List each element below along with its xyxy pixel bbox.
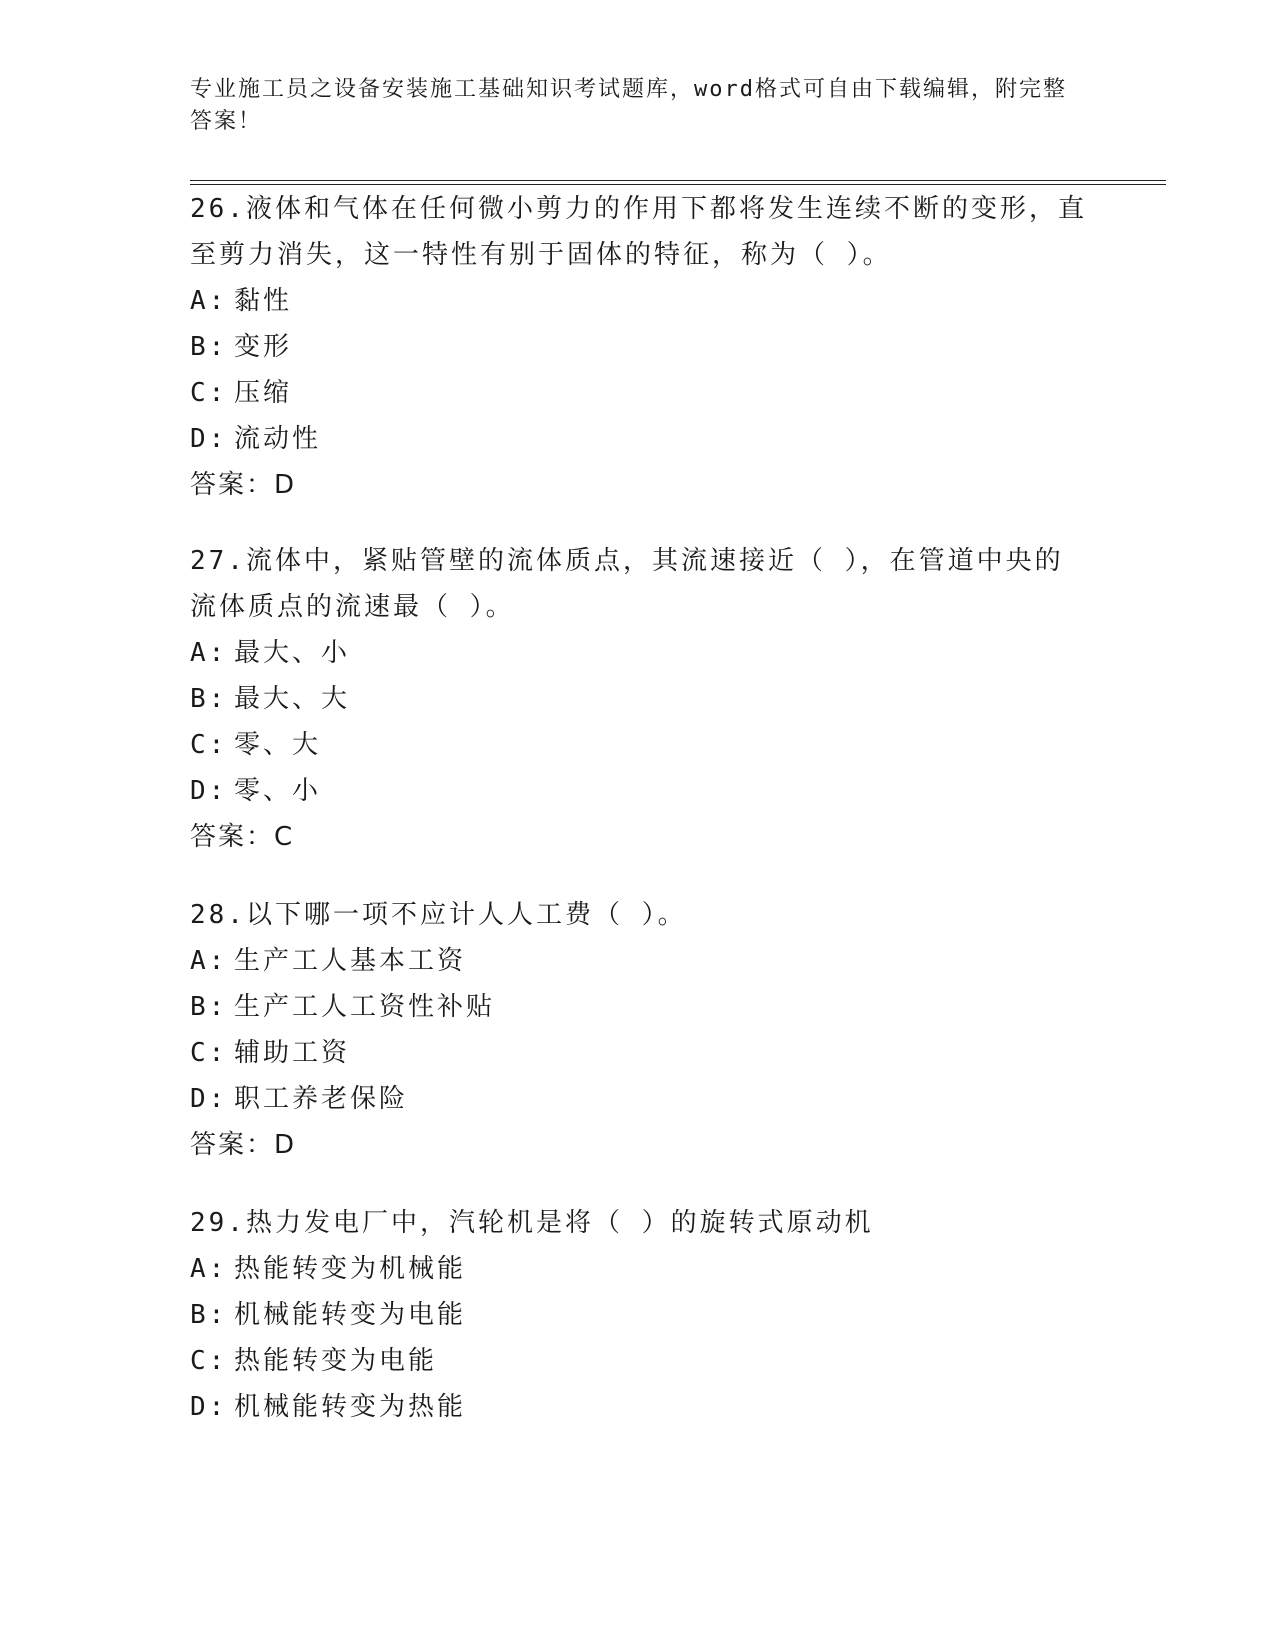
option-d — [190, 416, 1090, 462]
header-divider — [190, 180, 1166, 185]
option-a — [190, 938, 1090, 984]
option-text: 机械能转变为电能 — [234, 1300, 467, 1330]
question-stem: 28.以下哪一项不应计人人工费（ ）。 — [190, 900, 687, 930]
option-d — [190, 1384, 1090, 1430]
question-26 — [190, 186, 1090, 508]
option-key: B: — [190, 332, 228, 362]
answer-line: 答案：D — [190, 1130, 297, 1160]
option-key: D: — [190, 1392, 228, 1422]
option-d — [190, 1076, 1090, 1122]
option-text: 辅助工资 — [234, 1038, 351, 1068]
answer-line: 答案：C — [190, 822, 295, 852]
option-text: 热能转变为机械能 — [234, 1254, 467, 1284]
option-key: A: — [190, 286, 228, 316]
option-text: 黏性 — [234, 286, 293, 316]
option-key: A: — [190, 1254, 228, 1284]
option-key: D: — [190, 1084, 228, 1114]
option-text: 零、小 — [234, 776, 322, 806]
option-key: A: — [190, 946, 228, 976]
option-key: B: — [190, 1300, 228, 1330]
option-text: 最大、小 — [234, 638, 351, 668]
option-b — [190, 984, 1090, 1030]
option-key: D: — [190, 776, 228, 806]
option-c — [190, 1030, 1090, 1076]
option-key: C: — [190, 378, 228, 408]
option-text: 零、大 — [234, 730, 322, 760]
option-text: 变形 — [234, 332, 293, 362]
option-key: B: — [190, 992, 228, 1022]
question-stem: 27.流体中，紧贴管壁的流体质点，其流速接近（ ），在管道中央的流体质点的流速最（ ）。 — [190, 546, 1064, 622]
question-stem: 26.液体和气体在任何微小剪力的作用下都将发生连续不断的变形，直至剪力消失，这一特性有别于固体的特征，称为（ ）。 — [190, 194, 1087, 270]
question-27 — [190, 538, 1090, 860]
option-key: A: — [190, 638, 228, 668]
option-d — [190, 768, 1090, 814]
question-28 — [190, 892, 1090, 1168]
option-text: 最大、大 — [234, 684, 351, 714]
option-b — [190, 324, 1090, 370]
option-text: 流动性 — [234, 424, 322, 454]
option-key: C: — [190, 730, 228, 760]
question-stem: 29.热力发电厂中，汽轮机是将（ ）的旋转式原动机 — [190, 1208, 874, 1238]
option-text: 生产工人基本工资 — [234, 946, 467, 976]
option-key: B: — [190, 684, 228, 714]
option-b — [190, 676, 1090, 722]
option-text: 热能转变为电能 — [234, 1346, 438, 1376]
option-a — [190, 630, 1090, 676]
option-c — [190, 1338, 1090, 1384]
option-key: C: — [190, 1038, 228, 1068]
option-text: 生产工人工资性补贴 — [234, 992, 496, 1022]
option-text: 压缩 — [234, 378, 293, 408]
option-b — [190, 1292, 1090, 1338]
option-a — [190, 278, 1090, 324]
document-header: 专业施工员之设备安装施工基础知识考试题库，word格式可自由下载编辑，附完整答案！ — [190, 77, 1067, 134]
answer-line: 答案：D — [190, 470, 297, 500]
option-c — [190, 370, 1090, 416]
option-text: 职工养老保险 — [234, 1084, 409, 1114]
option-key: D: — [190, 424, 228, 454]
option-text: 机械能转变为热能 — [234, 1392, 467, 1422]
option-a — [190, 1246, 1090, 1292]
option-c — [190, 722, 1090, 768]
option-key: C: — [190, 1346, 228, 1376]
question-29 — [190, 1200, 1090, 1430]
